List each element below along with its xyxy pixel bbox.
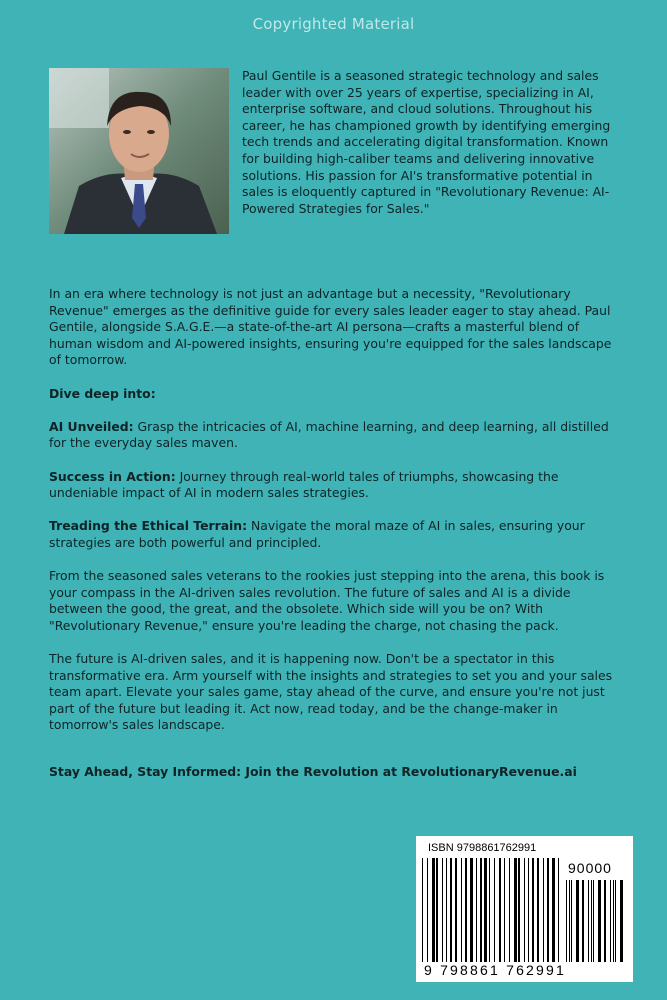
barcode-bar [571,880,572,962]
barcode-bar [591,880,592,962]
barcode-bar [494,858,495,962]
barcode-bar [432,858,435,962]
barcode-bar [576,880,579,962]
barcode-bar [480,858,482,962]
author-portrait-image [49,68,229,234]
point-ai-unveiled [49,419,621,452]
barcode-bar [528,858,529,962]
point-title: AI Unveiled: [49,418,134,434]
barcode-bar [569,880,570,962]
barcode-bar [610,880,611,962]
barcode-bar [470,858,473,962]
call-to-action: Stay Ahead, Stay Informed: Join the Revolution at RevolutionaryRevenue.ai [49,764,577,780]
future-paragraph: The future is AI-driven sales, and it is happening now. Don't be a spectator in this transformative era. Arm yourself with the insights and strategies to set you and your sales team apart. Elevate your sales game, stay ahead of the curve, and ensure you're not just part of the future but leading it. Act now, read today, and be the change-maker in tomorrow's sales landscape. [49,651,613,733]
barcode-bar [566,880,567,962]
barcode-bar [620,880,623,962]
barcode-bar [489,858,490,962]
barcode-bar [461,858,462,962]
barcode-bar [532,858,534,962]
point-title: Success in Action: [49,468,176,484]
point-text: Navigate the moral maze of AI in sales, ensuring your strategies are both powerful and principled. [49,518,585,550]
barcode-bar [593,880,594,962]
barcode-bar [422,858,423,962]
price-code: 90000 [568,860,612,876]
point-text: Grasp the intricacies of AI, machine learning, and deep learning, all distilled for the everyday sales maven. [49,418,609,451]
price-barcode [566,880,624,962]
veterans-paragraph: From the seasoned sales veterans to the rookies just stepping into the arena, this book is your compass in the AI-driven sales revolution. The future of sales and AI is a divide between the good, the great, and the obsolete. Which side will you be on? With "Revolutionary Revenue," ensure you're leading the charge, not chasing the pack. [49,568,605,633]
barcode-bar [484,858,487,962]
dive-heading: Dive deep into: [49,385,156,401]
barcode-bar [543,858,544,962]
barcode-bar [547,858,549,962]
barcode-bar [552,858,555,962]
author-photo [49,68,229,234]
author-bio: Paul Gentile is a seasoned strategic technology and sales leader with over 25 years of expertise, specializing in AI, enterprise software, and cloud solutions. Throughout his career, he has championed growth by identifying emerging tech trends and accelerating digital transformation. Known for building high-caliber teams and delivering innovative solutions. His passion for AI's transformative potential in sales is eloquently captured in "Revolutionary Revenue: AI-Powered Strategies for Sales." [242,68,611,216]
back-cover-description [49,286,621,797]
barcode-bar [455,858,457,962]
barcode-bar [613,880,614,962]
main-barcode [422,858,562,962]
point-ethical-terrain [49,518,621,551]
isbn-barcode-box [416,836,633,982]
barcode-bar [514,858,517,962]
point-text: Journey through real-world tales of triumphs, showcasing the undeniable impact of AI in modern sales strategies. [49,468,559,501]
barcode-bar [442,858,443,962]
barcode-bar [446,858,447,962]
barcode-bar [504,858,505,962]
barcode-bar [499,858,501,962]
barcode-bar [582,880,584,962]
barcode-bar [604,880,606,962]
barcode-bar [436,858,438,962]
barcode-bar [509,858,510,962]
isbn-label: ISBN 9798861762991 [428,842,537,854]
barcode-bar [450,858,452,962]
barcode-bar [598,880,601,962]
barcode-bar [427,858,428,962]
barcode-digits: 9 798861 762991 [424,962,566,978]
point-title: Treading the Ethical Terrain: [49,518,248,534]
barcode-bar [537,858,539,962]
copyright-watermark: Copyrighted Material [252,15,415,33]
barcode-bar [518,858,520,962]
barcode-bar [558,858,559,962]
intro-paragraph: In an era where technology is not just an advantage but a necessity, "Revolutionary Revenue" emerges as the definitive guide for every sales leader eager to stay ahead. Paul Gentile, alongside S.A.G.E.—a state-of-the-art AI persona—crafts a masterful blend of human wisdom and AI-powered insights, ensuring you're equipped for the sales landscape of tomorrow. [49,286,612,368]
barcode-bar [465,858,467,962]
barcode-bar [588,880,589,962]
barcode-bar [615,880,616,962]
barcode-bar [524,858,525,962]
point-success-in-action [49,469,621,502]
barcode-bar [476,858,477,962]
